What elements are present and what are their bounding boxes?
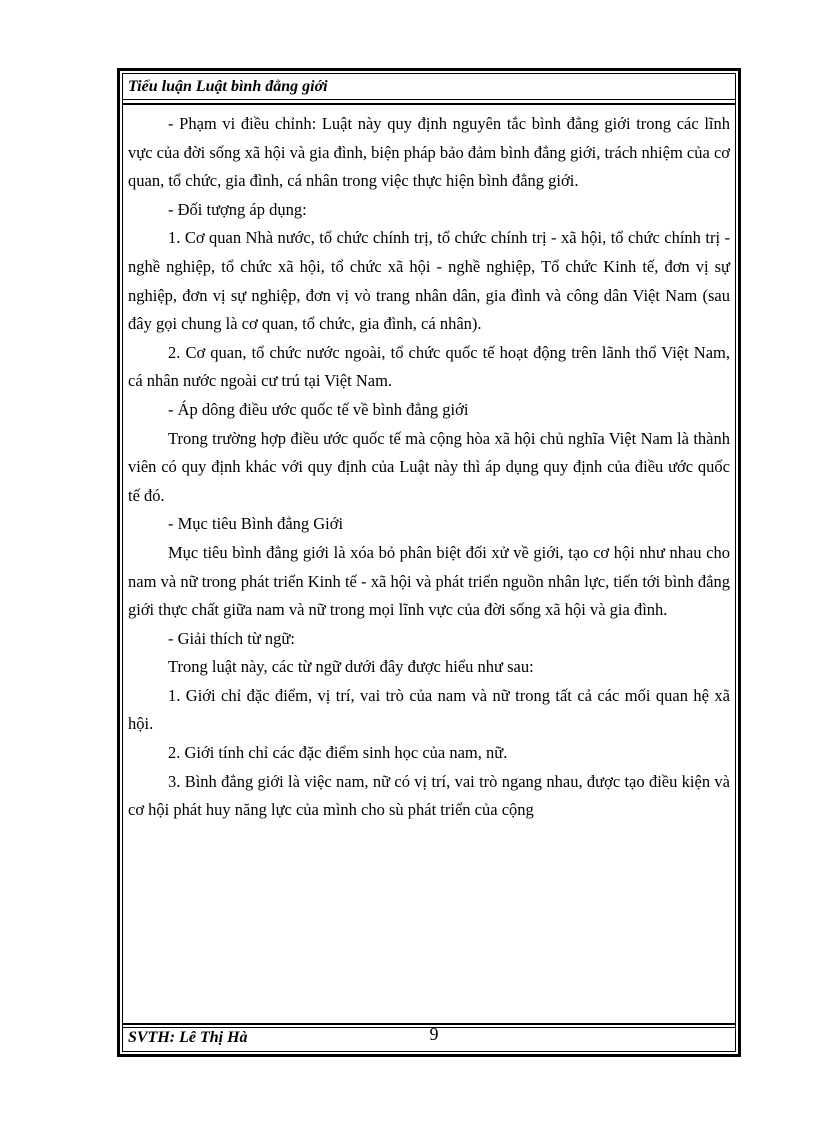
header-rule [122,99,736,100]
footer-author: SVTH: Lê Thị Hà [128,1029,248,1046]
document-body [128,110,730,825]
paragraph-treaty: Trong trường hợp điều ước quốc tế mà cộng hòa xã hội chủ nghĩa Việt Nam là thành viên có quy định khác với quy định của Luật này thì áp dụng quy định của điều ước quốc tế đó. [128,428,730,505]
paragraph-subjects-heading: - Đối tượng áp dụng: [168,199,307,219]
paragraph-goal-heading: - Mục tiêu Bình đẳng Giới [168,514,344,534]
header-title: Tiểu luận Luật bình đẳng giới [128,78,328,95]
paragraph-scope: - Phạm vi điều chỉnh: Luật này quy định nguyên tắc bình đẳng giới trong các lĩnh vực của đời sống xã hội và gia đình, biện pháp bảo đảm bình đẳng giới, trách nhiệm của cơ quan, tổ chức, gia đình, cá nhân trong việc thực hiện bình đẳng giới. [128,114,730,191]
paragraph-terms-intro: Trong luật này, các từ ngữ dưới đây được hiểu như sau: [168,657,534,677]
paragraph-subjects-2: 2. Cơ quan, tổ chức nước ngoài, tổ chức quốc tế hoạt động trên lãnh thổ Việt Nam, cá nhân nước ngoài cư trú tại Việt Nam. [128,342,730,391]
header-rule-thick [122,103,736,105]
paragraph-term-2: 2. Giới tính chỉ các đặc điểm sinh học của nam, nữ. [168,743,508,763]
paragraph-subjects-1: 1. Cơ quan Nhà nước, tổ chức chính trị, tổ chức chính trị - xã hội, tổ chức chính trị - nghề nghiệp, tổ chức xã hội, tổ chức xã hội - nghề nghiệp, Tổ chức Kinh tế, đơn vị sự nghiệp, đơn vị sự nghiệp, đơn vị vò trang nhân dân, gia đình và công dân Việt Nam (sau đây gọi chung là cơ quan, tổ chức, gia đình, cá nhân). [128,228,730,334]
paragraph-terms-heading: - Giải thích từ ngữ: [168,628,295,648]
paragraph-goal: Mục tiêu bình đẳng giới là xóa bỏ phân biệt đối xử về giới, tạo cơ hội như nhau cho nam và nữ trong phát triển Kinh tế - xã hội và phát triển nguồn nhân lực, tiến tới bình đẳng giới thực chất giữa nam và nữ trong mọi lĩnh vực của đời sống xã hội và gia đình. [128,542,730,620]
paragraph-treaty-heading: - Áp dông điều ước quốc tế về bình đẳng giới [168,399,469,419]
paragraph-term-3: 3. Bình đẳng giới là việc nam, nữ có vị trí, vai trò ngang nhau, được tạo điều kiện và cơ hội phát huy năng lực của mình cho sù phát triển của cộng [128,771,730,820]
paragraph-term-1: 1. Giới chỉ đặc điểm, vị trí, vai trò của nam và nữ trong tất cả các mối quan hệ xã hội. [128,685,730,734]
page-number: 9 [429,1024,439,1044]
